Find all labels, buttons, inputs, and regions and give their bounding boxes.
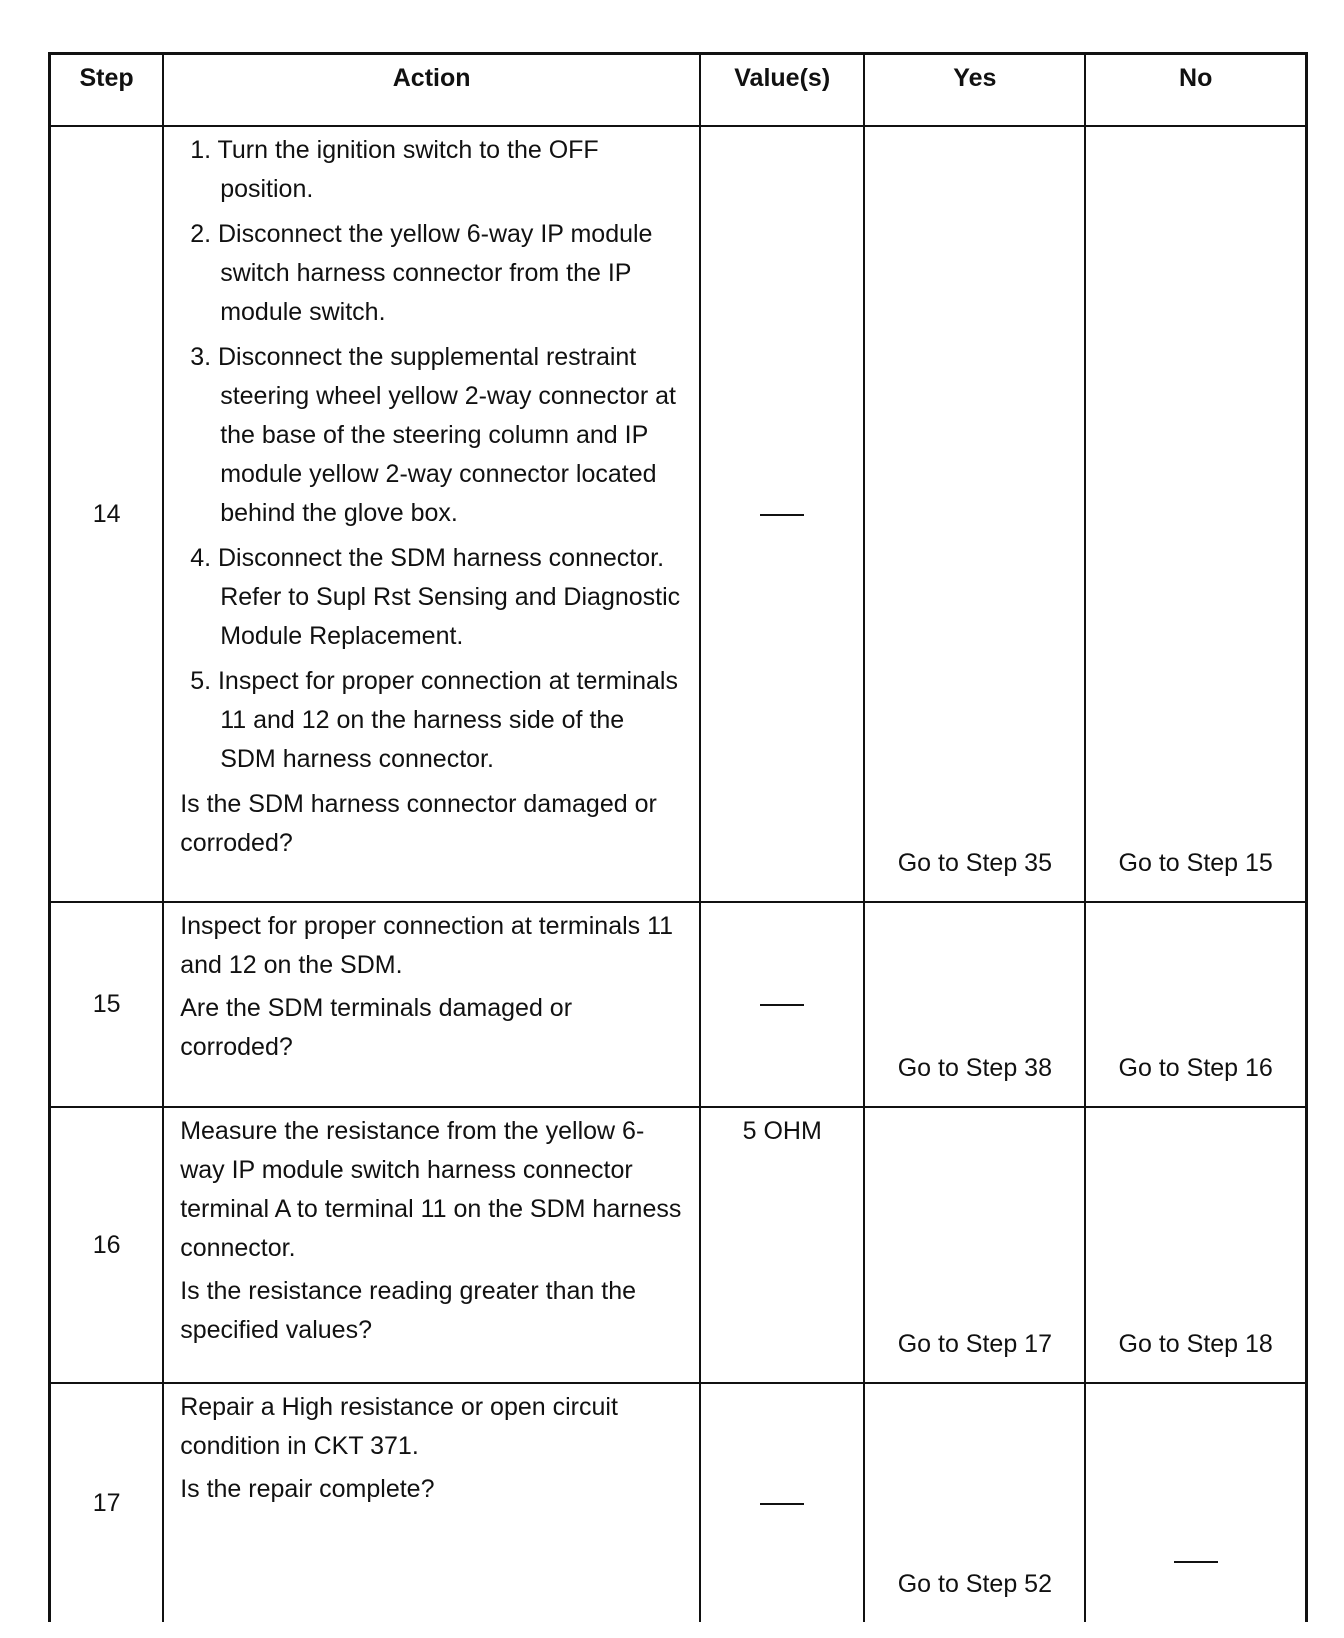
step-number: 16 — [50, 1107, 164, 1383]
dash-mark — [760, 514, 804, 516]
yes-cell: Go to Step 38 — [864, 902, 1085, 1107]
step-number: 14 — [50, 126, 164, 902]
table-row — [50, 126, 1307, 902]
action-instruction: Measure the resistance from the yellow 6-way IP module switch harness connector terminal A to terminal 11 on the SDM harness connector. — [180, 1117, 682, 1262]
no-cell: Go to Step 16 — [1085, 902, 1306, 1107]
step-number: 17 — [50, 1383, 164, 1622]
value-cell — [700, 1383, 864, 1622]
dash-mark — [760, 1503, 804, 1505]
yes-cell: Go to Step 17 — [864, 1107, 1085, 1383]
action-item: 5. Inspect for proper connection at terminals 11 and 12 on the harness side of the SDM harness connector. — [190, 667, 678, 773]
action-item: 3. Disconnect the supplemental restraint steering wheel yellow 2-way connector at the base of the steering column and IP module yellow 2-way connector located behind the glove box. — [190, 343, 676, 527]
no-cell: Go to Step 18 — [1085, 1107, 1306, 1383]
header-step: Step — [50, 54, 164, 127]
action-question: Is the repair complete? — [180, 1475, 435, 1503]
action-cell — [163, 1107, 700, 1383]
header-action: Action — [163, 54, 700, 127]
action-cell — [163, 1383, 700, 1622]
action-question: Are the SDM terminals damaged or corroded? — [180, 994, 573, 1061]
value-cell — [700, 902, 864, 1107]
dash-mark — [1174, 1561, 1218, 1563]
header-values: Value(s) — [700, 54, 864, 127]
yes-cell: Go to Step 52 — [864, 1383, 1085, 1622]
value-cell: 5 OHM — [700, 1107, 864, 1383]
action-cell — [163, 902, 700, 1107]
no-cell: Go to Step 15 — [1085, 126, 1306, 902]
step-number: 15 — [50, 902, 164, 1107]
action-instruction: Repair a High resistance or open circuit condition in CKT 371. — [180, 1393, 618, 1460]
table-row — [50, 1383, 1307, 1622]
action-item: 1. Turn the ignition switch to the OFF position. — [190, 136, 599, 203]
action-item: 4. Disconnect the SDM harness connector. Refer to Supl Rst Sensing and Diagnostic Module Replacement. — [190, 544, 681, 650]
table-row — [50, 902, 1307, 1107]
header-row — [50, 54, 1307, 127]
action-instruction: Inspect for proper connection at terminals 11 and 12 on the SDM. — [180, 912, 674, 979]
action-cell — [163, 126, 700, 902]
action-question: Is the resistance reading greater than the specified values? — [180, 1277, 637, 1344]
header-yes: Yes — [864, 54, 1085, 127]
action-item: 2. Disconnect the yellow 6-way IP module switch harness connector from the IP module switch. — [190, 220, 653, 326]
header-no: No — [1085, 54, 1306, 127]
diagnostic-table — [48, 52, 1308, 1622]
table-row — [50, 1107, 1307, 1383]
action-question: Is the SDM harness connector damaged or corroded? — [180, 790, 657, 857]
no-cell — [1085, 1383, 1306, 1622]
value-cell — [700, 126, 864, 902]
dash-mark — [760, 1004, 804, 1006]
yes-cell: Go to Step 35 — [864, 126, 1085, 902]
